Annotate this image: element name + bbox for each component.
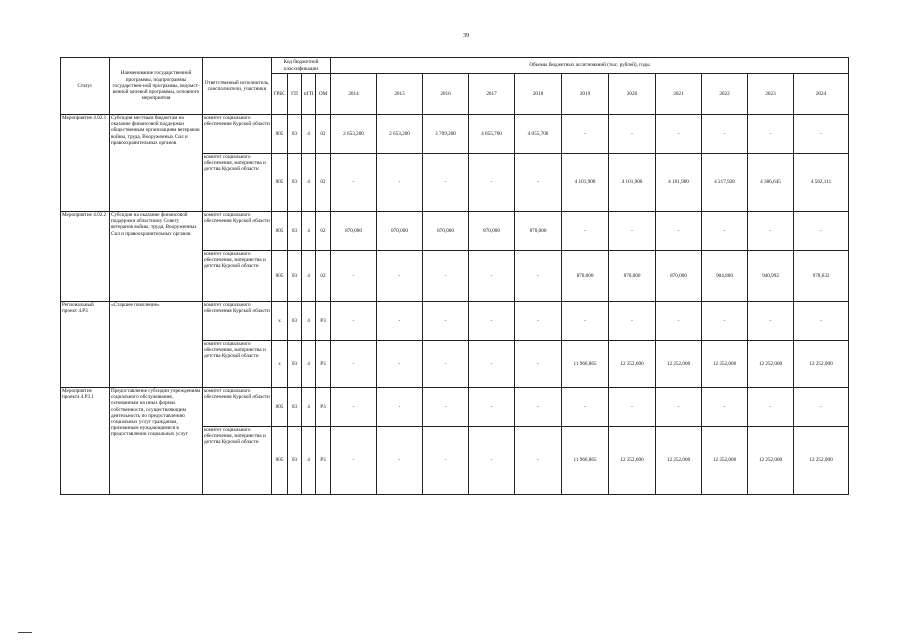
header-year-2020: 2020 bbox=[609, 74, 656, 115]
value-cell-2019: - bbox=[562, 212, 609, 251]
value-cell-2014: - bbox=[331, 302, 377, 341]
value-cell-2016: - bbox=[423, 427, 469, 495]
value-cell-2014: - bbox=[331, 388, 377, 427]
value-cell-2020: 12 252,000 bbox=[609, 427, 656, 495]
value-cell-2014: - bbox=[331, 154, 377, 212]
header-year-2015: 2015 bbox=[377, 74, 423, 115]
value-cell-2020: - bbox=[609, 212, 656, 251]
gp-cell: 03 bbox=[288, 388, 302, 427]
pgp-cell: 4 bbox=[302, 115, 316, 154]
value-cell-2014: 870,000 bbox=[331, 212, 377, 251]
table-body bbox=[61, 115, 849, 495]
value-cell-2021: 870,000 bbox=[656, 251, 702, 302]
value-cell-2016: 870,000 bbox=[423, 212, 469, 251]
page-number: 39 bbox=[463, 33, 469, 39]
value-cell-2017: - bbox=[469, 341, 515, 388]
gp-cell: 03 bbox=[288, 154, 302, 212]
value-cell-2023: - bbox=[748, 212, 794, 251]
value-cell-2016: - bbox=[423, 341, 469, 388]
name-cell: Субсидия на оказание финансовой поддержки областному Совету ветеранов войны, труда, Вооруженных Сил и правоохранительных органов bbox=[110, 212, 203, 302]
value-cell-2023: 4 386,645 bbox=[748, 154, 794, 212]
value-cell-2023: 12 252,000 bbox=[748, 341, 794, 388]
status-cell: Региональный проект 4.Р3 bbox=[61, 302, 110, 388]
value-cell-2019: - bbox=[562, 115, 609, 154]
om-cell: Р3 bbox=[316, 341, 331, 388]
value-cell-2020: - bbox=[609, 115, 656, 154]
value-cell-2022: 12 252,000 bbox=[702, 341, 748, 388]
value-cell-2019: 11 966,865 bbox=[562, 341, 609, 388]
pgp-cell: 4 bbox=[302, 388, 316, 427]
pgp-cell: 4 bbox=[302, 251, 316, 302]
header-year-2019: 2019 bbox=[562, 74, 609, 115]
value-cell-2016: - bbox=[423, 388, 469, 427]
grbs-cell: 805 bbox=[272, 251, 288, 302]
value-cell-2023: 940,992 bbox=[748, 251, 794, 302]
value-cell-2024: 12 252,000 bbox=[794, 427, 849, 495]
header-year-2014: 2014 bbox=[331, 74, 377, 115]
om-cell: Р3 bbox=[316, 427, 331, 495]
header-responsible: Ответственный исполнитель, соисполнители, участники bbox=[203, 58, 272, 115]
value-cell-2017: - bbox=[469, 251, 515, 302]
value-cell-2016: - bbox=[423, 154, 469, 212]
value-cell-2016: - bbox=[423, 251, 469, 302]
om-cell: Р3 bbox=[316, 302, 331, 341]
name-cell: Предоставление субсидии учреждениям социального обслуживания, основанным на иных формах собственности, осуществляющим деятельность по предоставлению социальных услуг гражданам, признанным нуждающимися в предоставлении социальных услуг bbox=[110, 388, 203, 495]
name-cell: «Старшее поколение» bbox=[110, 302, 203, 388]
value-cell-2021: - bbox=[656, 115, 702, 154]
value-cell-2019: 11 966,865 bbox=[562, 427, 609, 495]
budget-table bbox=[60, 57, 849, 495]
header-pgp: пГП bbox=[302, 74, 316, 115]
pgp-cell: 4 bbox=[302, 341, 316, 388]
value-cell-2018: 870,000 bbox=[515, 212, 562, 251]
value-cell-2019: - bbox=[562, 388, 609, 427]
status-cell: Мероприятие проекта 4.Р3.1 bbox=[61, 388, 110, 495]
value-cell-2017: - bbox=[469, 388, 515, 427]
value-cell-2017: - bbox=[469, 302, 515, 341]
om-cell: 02 bbox=[316, 212, 331, 251]
value-cell-2021: - bbox=[656, 388, 702, 427]
value-cell-2015: - bbox=[377, 154, 423, 212]
value-cell-2022: 904,800 bbox=[702, 251, 748, 302]
header-year-2024: 2024 bbox=[794, 74, 849, 115]
value-cell-2016: 3 709,200 bbox=[423, 115, 469, 154]
value-cell-2021: - bbox=[656, 302, 702, 341]
value-cell-2014: - bbox=[331, 251, 377, 302]
value-cell-2024: 4 562,111 bbox=[794, 154, 849, 212]
header-gp: ГП bbox=[288, 74, 302, 115]
status-cell: Мероприятие 4.02.2 bbox=[61, 212, 110, 302]
grbs-cell: х bbox=[272, 302, 288, 341]
header-grbs: ГРБС bbox=[272, 74, 288, 115]
om-cell: 02 bbox=[316, 115, 331, 154]
value-cell-2017: - bbox=[469, 427, 515, 495]
value-cell-2024: - bbox=[794, 388, 849, 427]
responsible-cell: комитет социального обеспечения, материнства и детства Курской области bbox=[203, 427, 272, 495]
om-cell: Р3 bbox=[316, 388, 331, 427]
value-cell-2018: - bbox=[515, 302, 562, 341]
responsible-cell: комитет социального обеспечения, материнства и детства Курской области bbox=[203, 251, 272, 302]
value-cell-2015: - bbox=[377, 302, 423, 341]
status-cell: Мероприятие 4.02.1 bbox=[61, 115, 110, 212]
grbs-cell: 805 bbox=[272, 154, 288, 212]
value-cell-2018: - bbox=[515, 427, 562, 495]
value-cell-2014: 2 653,200 bbox=[331, 115, 377, 154]
responsible-cell: комитет социального обеспечения, материнства и детства Курской области bbox=[203, 341, 272, 388]
value-cell-2014: - bbox=[331, 341, 377, 388]
responsible-cell: комитет социального обеспечения Курской области bbox=[203, 115, 272, 154]
responsible-cell: комитет социального обеспечения Курской области bbox=[203, 302, 272, 341]
om-cell: 02 bbox=[316, 251, 331, 302]
value-cell-2020: 4 101,900 bbox=[609, 154, 656, 212]
value-cell-2016: - bbox=[423, 302, 469, 341]
value-cell-2024: 12 252,000 bbox=[794, 341, 849, 388]
value-cell-2024: - bbox=[794, 115, 849, 154]
value-cell-2023: - bbox=[748, 388, 794, 427]
value-cell-2022: - bbox=[702, 388, 748, 427]
pgp-cell: 4 bbox=[302, 212, 316, 251]
value-cell-2021: - bbox=[656, 212, 702, 251]
gp-cell: 03 bbox=[288, 427, 302, 495]
gp-cell: 03 bbox=[288, 115, 302, 154]
header-status: Статус bbox=[61, 58, 110, 115]
grbs-cell: 805 bbox=[272, 427, 288, 495]
value-cell-2017: 4 055,700 bbox=[469, 115, 515, 154]
grbs-cell: 805 bbox=[272, 388, 288, 427]
value-cell-2015: - bbox=[377, 341, 423, 388]
value-cell-2015: - bbox=[377, 427, 423, 495]
grbs-cell: 805 bbox=[272, 115, 288, 154]
value-cell-2015: - bbox=[377, 388, 423, 427]
pgp-cell: 4 bbox=[302, 427, 316, 495]
value-cell-2024: - bbox=[794, 212, 849, 251]
header-volume-group: Объемы бюджетных ассигнований (тыс. рублей), годы bbox=[331, 58, 849, 74]
value-cell-2021: 12 252,000 bbox=[656, 341, 702, 388]
responsible-cell: комитет социального обеспечения, материнства и детства Курской области bbox=[203, 154, 272, 212]
value-cell-2019: - bbox=[562, 302, 609, 341]
value-cell-2024: - bbox=[794, 302, 849, 341]
grbs-cell: 805 bbox=[272, 212, 288, 251]
value-cell-2020: 12 252,000 bbox=[609, 341, 656, 388]
gp-cell: 03 bbox=[288, 302, 302, 341]
table-row bbox=[61, 302, 849, 341]
value-cell-2021: 12 252,000 bbox=[656, 427, 702, 495]
value-cell-2015: 870,000 bbox=[377, 212, 423, 251]
value-cell-2018: - bbox=[515, 154, 562, 212]
table-row bbox=[61, 388, 849, 427]
table-row bbox=[61, 212, 849, 251]
value-cell-2017: 870,000 bbox=[469, 212, 515, 251]
om-cell: 02 bbox=[316, 154, 331, 212]
value-cell-2019: 870,000 bbox=[562, 251, 609, 302]
name-cell: Субсидия местным бюджетам на оказание финансовой поддержки общественным организациям ветеранов войны, труда, Вооруженных Сил и правоохранительных органов bbox=[110, 115, 203, 212]
pgp-cell: 4 bbox=[302, 154, 316, 212]
value-cell-2020: - bbox=[609, 302, 656, 341]
value-cell-2018: - bbox=[515, 251, 562, 302]
value-cell-2022: 12 252,000 bbox=[702, 427, 748, 495]
header-code-group: Код бюджетной классификации bbox=[272, 58, 331, 74]
gp-cell: 03 bbox=[288, 341, 302, 388]
value-cell-2021: 4 101,900 bbox=[656, 154, 702, 212]
responsible-cell: комитет социального обеспечения Курской области bbox=[203, 212, 272, 251]
header-year-2022: 2022 bbox=[702, 74, 748, 115]
header-year-2023: 2023 bbox=[748, 74, 794, 115]
value-cell-2019: 4 101,900 bbox=[562, 154, 609, 212]
value-cell-2018: 4 055,700 bbox=[515, 115, 562, 154]
value-cell-2015: 2 653,200 bbox=[377, 115, 423, 154]
value-cell-2017: - bbox=[469, 154, 515, 212]
value-cell-2018: - bbox=[515, 388, 562, 427]
header-year-2021: 2021 bbox=[656, 74, 702, 115]
header-year-2017: 2017 bbox=[469, 74, 515, 115]
table-row bbox=[61, 115, 849, 154]
value-cell-2023: - bbox=[748, 115, 794, 154]
value-cell-2023: 12 252,000 bbox=[748, 427, 794, 495]
value-cell-2022: 4 217,928 bbox=[702, 154, 748, 212]
value-cell-2023: - bbox=[748, 302, 794, 341]
header-name: Наименование государственной программы, подпрограммы государствен-ной программы, ведомст-венной целевой программы, основного мероприятия bbox=[110, 58, 203, 115]
value-cell-2024: 978,632 bbox=[794, 251, 849, 302]
header-year-2016: 2016 bbox=[423, 74, 469, 115]
value-cell-2022: - bbox=[702, 212, 748, 251]
value-cell-2022: - bbox=[702, 115, 748, 154]
table-header bbox=[61, 58, 849, 115]
responsible-cell: комитет социального обеспечения Курской области bbox=[203, 388, 272, 427]
header-om: ОМ bbox=[316, 74, 331, 115]
footer-mark bbox=[18, 632, 32, 633]
gp-cell: 03 bbox=[288, 212, 302, 251]
value-cell-2015: - bbox=[377, 251, 423, 302]
value-cell-2020: - bbox=[609, 388, 656, 427]
gp-cell: 03 bbox=[288, 251, 302, 302]
value-cell-2020: 870,000 bbox=[609, 251, 656, 302]
value-cell-2022: - bbox=[702, 302, 748, 341]
header-year-2018: 2018 bbox=[515, 74, 562, 115]
grbs-cell: х bbox=[272, 341, 288, 388]
value-cell-2014: - bbox=[331, 427, 377, 495]
value-cell-2018: - bbox=[515, 341, 562, 388]
pgp-cell: 4 bbox=[302, 302, 316, 341]
